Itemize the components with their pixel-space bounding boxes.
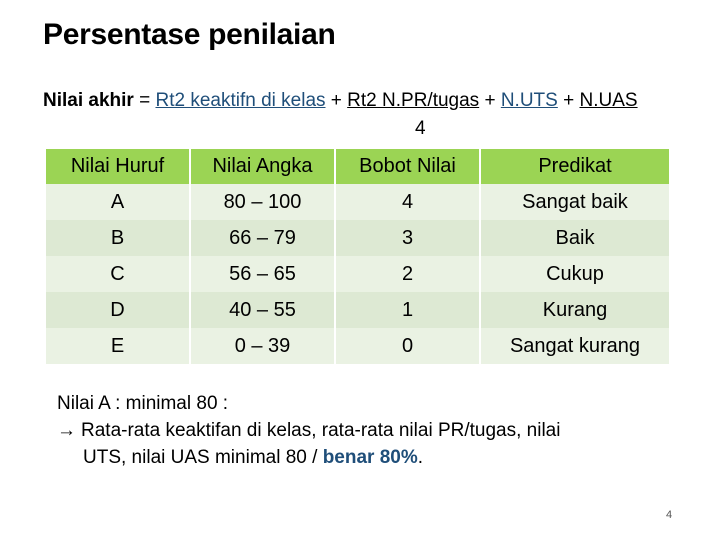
cell-range: 66 – 79 [191,220,334,256]
note-line-2-text: Rata-rata keaktifan di kelas, rata-rata nilai PR/tugas, nilai [81,420,561,441]
formula-line [43,86,703,116]
cell-predicate: Kurang [481,292,669,328]
table-row [46,328,669,364]
table-row [46,292,669,328]
formula-equals: = [133,90,156,111]
cell-range: 40 – 55 [191,292,334,328]
note-emphasis: benar 80% [322,447,418,468]
formula-term-homework: Rt2 N.PR/tugas [347,90,480,111]
formula-plus: + [325,90,348,111]
page-number: 4 [666,509,673,521]
cell-letter: C [46,256,189,292]
cell-weight: 4 [336,184,479,220]
cell-predicate: Cukup [481,256,669,292]
cell-letter: D [46,292,189,328]
cell-letter: B [46,220,189,256]
header-bobot-nilai: Bobot Nilai [336,149,479,184]
cell-predicate: Sangat kurang [481,328,669,364]
header-nilai-huruf: Nilai Huruf [46,149,189,184]
note-line-3-end: . [417,447,424,468]
table-header-row [46,149,669,184]
cell-range: 56 – 65 [191,256,334,292]
cell-weight: 2 [336,256,479,292]
formula-plus: + [479,90,501,111]
cell-letter: A [46,184,189,220]
formula-divisor: 4 [415,118,426,139]
cell-weight: 0 [336,328,479,364]
formula-term-activity: Rt2 keaktifn di kelas [155,90,326,111]
grade-table [44,149,671,364]
formula-term-uts: N.UTS [500,90,558,111]
formula-term-uas: N.UAS [579,90,638,111]
cell-predicate: Sangat baik [481,184,669,220]
cell-range: 80 – 100 [191,184,334,220]
cell-predicate: Baik [481,220,669,256]
table-row [46,220,669,256]
note-line-1: Nilai A : minimal 80 : [57,393,229,414]
header-predikat: Predikat [481,149,669,184]
cell-weight: 3 [336,220,479,256]
slide-title: Persentase penilaian [43,18,336,51]
formula-plus: + [557,90,580,111]
formula-label: Nilai akhir [43,90,134,111]
note-block [57,390,677,471]
table-row [46,184,669,220]
header-nilai-angka: Nilai Angka [191,149,334,184]
cell-letter: E [46,328,189,364]
note-line-2 [57,417,677,444]
note-line-3-text: UTS, nilai UAS minimal 80 / [83,447,323,468]
table-row [46,256,669,292]
cell-weight: 1 [336,292,479,328]
right-arrow-icon: → [57,420,76,441]
cell-range: 0 – 39 [191,328,334,364]
note-line-3 [57,444,677,471]
